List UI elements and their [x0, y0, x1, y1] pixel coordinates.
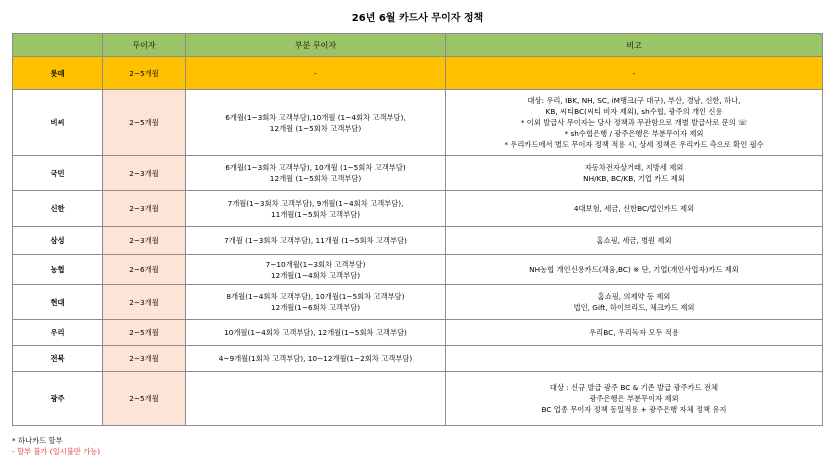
- note-line: 대상 : 신규 발급 광주 BC & 기존 발급 광주카드 전체: [549, 383, 719, 392]
- free-installment-cell: 2~6개월: [103, 255, 186, 285]
- header-free: 무이자: [103, 34, 186, 57]
- note-line: -: [632, 68, 636, 78]
- note-line: 대상: 우리, IBK, NH, SC, iM뱅크(구 대구), 부산, 경남, 신한, 하나,: [527, 96, 741, 105]
- table-row: [13, 90, 823, 156]
- partial-installment-cell: [186, 191, 446, 227]
- header-notes: 비고: [446, 34, 823, 57]
- table-header-row: [13, 34, 823, 57]
- note-line: NH/KB, BC/KB, 기업 카드 제외: [583, 174, 685, 183]
- card-name-cell: 전북: [13, 346, 103, 372]
- header-partial: 부분 무이자: [186, 34, 446, 57]
- card-name-cell: 우리: [13, 320, 103, 346]
- table-row: [13, 372, 823, 426]
- partial-line: -: [314, 68, 317, 78]
- free-installment-cell: 2~5개월: [103, 57, 186, 90]
- table-row: [13, 156, 823, 191]
- card-name-cell: 국민: [13, 156, 103, 191]
- partial-installment-cell: [186, 346, 446, 372]
- header-card: [13, 34, 103, 57]
- card-name-cell: 농협: [13, 255, 103, 285]
- partial-line: 12개월 (1~5회차 고객부담): [269, 174, 362, 183]
- partial-line: 6개월(1~3회차 고객부담),10개월 (1~4회차 고객부담),: [225, 112, 406, 122]
- table-row: [13, 191, 823, 227]
- note-line: 4대보험, 세금, 신한BC/법인카드 제외: [573, 204, 695, 213]
- partial-installment-cell: [186, 255, 446, 285]
- table-row: [13, 57, 823, 90]
- note-line: 자동차전자상거래, 지방세 제외: [584, 163, 684, 172]
- partial-installment-cell: [186, 90, 446, 156]
- note-line: 광주은행은 부분무이자 제외: [589, 394, 679, 403]
- note-line: BC 업종 무이자 정책 동일적용 + 광주은행 자체 정책 유지: [541, 405, 727, 414]
- partial-line: 12개월(1~4회차 고객부담): [270, 270, 361, 280]
- table-row: [13, 346, 823, 372]
- partial-installment-cell: [186, 285, 446, 320]
- partial-line: 11개월(1~5회차 고객부담): [270, 209, 361, 219]
- free-installment-cell: 2~3개월: [103, 227, 186, 255]
- note-line: 홈쇼핑, 의제약 등 제외: [597, 292, 671, 301]
- partial-line: 12개월 (1~5회차 고객부담): [269, 123, 362, 133]
- note-line: * sh수협은행 / 광주은행은 부분무이자 제외: [564, 129, 704, 138]
- card-name-cell: 신한: [13, 191, 103, 227]
- note-line: NH농협 개인신용카드(채움,BC) ※ 단, 기업(개인사업자)카드 제외: [529, 265, 739, 274]
- notes-cell: [446, 156, 823, 191]
- partial-line: 6개월(1~3회차 고객부담), 10개월 (1~5회차 고객부담): [225, 163, 406, 172]
- card-name-cell: 광주: [13, 372, 103, 426]
- table-row: [13, 227, 823, 255]
- note-line: * 우리카드에서 별도 무이자 정책 적용 시, 상세 정책은 우리카드 측으로 확인 필수: [504, 140, 764, 149]
- partial-installment-cell: [186, 372, 446, 426]
- partial-line: 8개월(1~4회차 고객부담), 10개월(1~5회차 고객부담): [226, 292, 405, 301]
- partial-installment-cell: [186, 156, 446, 191]
- footer-note-hana: * 하나카드 할부: [12, 436, 63, 445]
- note-line: KB, 씨티BC(씨티 비자 제외), sh수협, 광주의 개인 신용: [545, 107, 723, 116]
- note-line: 우리BC, 우리독자 모두 적용: [589, 328, 679, 337]
- partial-line: 12개월(1~6회차 고객부담): [270, 303, 361, 312]
- card-name-cell: 현대: [13, 285, 103, 320]
- card-name-cell: 롯데: [13, 57, 103, 90]
- notes-cell: [446, 255, 823, 285]
- free-installment-cell: 2~3개월: [103, 191, 186, 227]
- notes-cell: [446, 372, 823, 426]
- footer-note-lumpsum: - 할부 불가 (일시불만 가능): [12, 447, 101, 456]
- partial-line: 7개월(1~3회차 고객부담), 9개월(1~4회차 고객부담),: [227, 198, 404, 208]
- partial-installment-cell: [186, 227, 446, 255]
- notes-cell: [446, 57, 823, 90]
- partial-line: 10개월(1~4회차 고객부담), 12개월(1~5회차 고객부담): [224, 328, 407, 337]
- note-line: * 이외 발급사 무이자는 당사 정책과 무관함으로 개별 발급사로 문의 ☏: [520, 118, 748, 127]
- table-body: [13, 57, 823, 426]
- partial-line: 7~10개월(1~3회차 고객부담): [265, 259, 366, 269]
- free-installment-cell: 2~5개월: [103, 90, 186, 156]
- page-title: 26년 6월 카드사 무이자 정책: [351, 13, 484, 24]
- partial-line: 4~9개월(1회차 고객부담), 10~12개월(1~2회차 고객부담): [218, 354, 413, 363]
- table-row: [13, 255, 823, 285]
- table-row: [13, 320, 823, 346]
- notes-cell: [446, 227, 823, 255]
- partial-line: 7개월 (1~3회차 고객부담), 11개월 (1~5회차 고객부담): [224, 236, 407, 245]
- note-line: 홈쇼핑, 세금, 병원 제외: [596, 236, 672, 245]
- free-installment-cell: 2~5개월: [103, 320, 186, 346]
- notes-cell: [446, 346, 823, 372]
- card-name-cell: 삼성: [13, 227, 103, 255]
- free-installment-cell: 2~5개월: [103, 372, 186, 426]
- notes-cell: [446, 285, 823, 320]
- free-installment-cell: 2~3개월: [103, 346, 186, 372]
- free-installment-cell: 2~3개월: [103, 156, 186, 191]
- notes-cell: [446, 191, 823, 227]
- partial-installment-cell: [186, 57, 446, 90]
- policy-table: [12, 33, 823, 426]
- notes-cell: [446, 320, 823, 346]
- note-line: 법인, Gift, 하이브리드, 체크카드 제외: [573, 303, 695, 312]
- card-name-cell: 비씨: [13, 90, 103, 156]
- partial-installment-cell: [186, 320, 446, 346]
- free-installment-cell: 2~3개월: [103, 285, 186, 320]
- notes-cell: [446, 90, 823, 156]
- footer-notes: [12, 435, 100, 457]
- table-row: [13, 285, 823, 320]
